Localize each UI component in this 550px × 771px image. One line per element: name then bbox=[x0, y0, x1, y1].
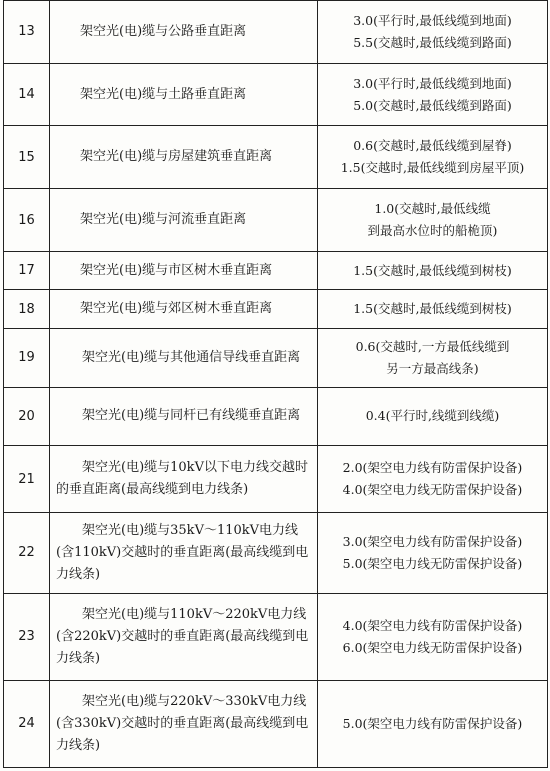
item-text: 架空光(电)缆与同杆已有线缆垂直距离 bbox=[82, 408, 301, 424]
item-cell bbox=[50, 63, 318, 126]
value-line: 5.5(交越时,最低线缆到路面) bbox=[353, 34, 512, 50]
table-row bbox=[4, 512, 548, 593]
value-cell bbox=[318, 593, 548, 680]
row-number: 24 bbox=[4, 680, 50, 767]
item-text: 架空光(电)缆与郊区树木垂直距离 bbox=[80, 301, 273, 317]
value-cell bbox=[318, 512, 548, 593]
value-line: 0.4(平行时,线缆到线缆) bbox=[365, 408, 500, 424]
value-line: 3.0(平行时,最低线缆到地面) bbox=[353, 75, 512, 91]
value-line: 0.6(交越时,最低线缆到屋脊) bbox=[353, 138, 512, 154]
item-cell bbox=[50, 680, 318, 767]
item-cell bbox=[50, 1, 318, 64]
value-line: 5.0(架空电力线有防雷保护设备) bbox=[342, 715, 523, 731]
table-row bbox=[4, 680, 548, 767]
value-line: 6.0(架空电力线无防雷保护设备) bbox=[342, 639, 523, 655]
item-text: 架空光(电)缆与房屋建筑垂直距离 bbox=[80, 149, 273, 165]
table-row bbox=[4, 328, 548, 387]
item-cell bbox=[50, 126, 318, 189]
value-cell bbox=[318, 189, 548, 252]
item-cell bbox=[50, 387, 318, 446]
item-text: 架空光(电)缆与220kV～330kV电力线(含330kV)交越时的垂直距离(最高线缆到电力线条) bbox=[56, 693, 309, 753]
table-row bbox=[4, 189, 548, 252]
table-row bbox=[4, 290, 548, 328]
value-cell bbox=[318, 126, 548, 189]
item-text: 架空光(电)缆与公路垂直距离 bbox=[80, 23, 247, 39]
value-line: 0.6(交越时,一方最低线缆到 bbox=[355, 338, 510, 354]
value-cell bbox=[318, 290, 548, 328]
value-line: 4.0(架空电力线无防雷保护设备) bbox=[342, 482, 523, 498]
value-line: 1.5(交越时,最低线缆到树枝) bbox=[353, 262, 512, 278]
item-cell bbox=[50, 593, 318, 680]
table-row bbox=[4, 251, 548, 289]
value-line: 3.0(平行时,最低线缆到地面) bbox=[353, 12, 512, 28]
item-text: 架空光(电)缆与35kV～110kV电力线(含110kV)交越时的垂直距离(最高线缆到电力线条) bbox=[56, 522, 309, 582]
value-line: 1.5(交越时,最低线缆到树枝) bbox=[353, 301, 512, 317]
row-number: 20 bbox=[4, 387, 50, 446]
value-line: 另一方最高线条) bbox=[386, 360, 479, 376]
item-text: 架空光(电)缆与110kV～220kV电力线(含220kV)交越时的垂直距离(最高线缆到电力线条) bbox=[56, 606, 309, 666]
table-body bbox=[4, 1, 548, 768]
row-number: 17 bbox=[4, 251, 50, 289]
row-number: 22 bbox=[4, 512, 50, 593]
value-line: 3.0(架空电力线有防雷保护设备) bbox=[342, 533, 523, 549]
value-cell bbox=[318, 328, 548, 387]
item-cell bbox=[50, 446, 318, 513]
value-line: 1.5(交越时,最低线缆到房屋平顶) bbox=[340, 160, 525, 176]
row-number: 15 bbox=[4, 126, 50, 189]
table-row bbox=[4, 446, 548, 513]
row-number: 23 bbox=[4, 593, 50, 680]
item-text: 架空光(电)缆与市区树木垂直距离 bbox=[80, 262, 273, 278]
table-row bbox=[4, 387, 548, 446]
item-text: 架空光(电)缆与10kV以下电力线交越时的垂直距离(最高线缆到电力线条) bbox=[56, 460, 308, 498]
row-number: 21 bbox=[4, 446, 50, 513]
table-row bbox=[4, 63, 548, 126]
value-line: 5.0(架空电力线无防雷保护设备) bbox=[342, 555, 523, 571]
row-number: 14 bbox=[4, 63, 50, 126]
value-line: 到最高水位时的船桅顶) bbox=[367, 223, 498, 239]
clearance-table bbox=[3, 0, 548, 768]
value-cell bbox=[318, 63, 548, 126]
value-cell bbox=[318, 1, 548, 64]
item-text: 架空光(电)缆与其他通信导线垂直距离 bbox=[82, 349, 301, 365]
item-cell bbox=[50, 290, 318, 328]
value-line: 5.0(交越时,最低线缆到路面) bbox=[353, 97, 512, 113]
table-row bbox=[4, 593, 548, 680]
value-line: 2.0(架空电力线有防雷保护设备) bbox=[342, 460, 523, 476]
item-text: 架空光(电)缆与土路垂直距离 bbox=[80, 86, 247, 102]
value-line: 4.0(架空电力线有防雷保护设备) bbox=[342, 617, 523, 633]
value-line: 1.0(交越时,最低线缆 bbox=[374, 201, 491, 217]
value-cell bbox=[318, 680, 548, 767]
item-cell bbox=[50, 251, 318, 289]
value-cell bbox=[318, 387, 548, 446]
row-number: 19 bbox=[4, 328, 50, 387]
item-cell bbox=[50, 512, 318, 593]
item-text: 架空光(电)缆与河流垂直距离 bbox=[80, 212, 247, 228]
table-row bbox=[4, 1, 548, 64]
item-cell bbox=[50, 328, 318, 387]
row-number: 18 bbox=[4, 290, 50, 328]
table-row bbox=[4, 126, 548, 189]
item-cell bbox=[50, 189, 318, 252]
row-number: 16 bbox=[4, 189, 50, 252]
value-cell bbox=[318, 251, 548, 289]
value-cell bbox=[318, 446, 548, 513]
row-number: 13 bbox=[4, 1, 50, 64]
